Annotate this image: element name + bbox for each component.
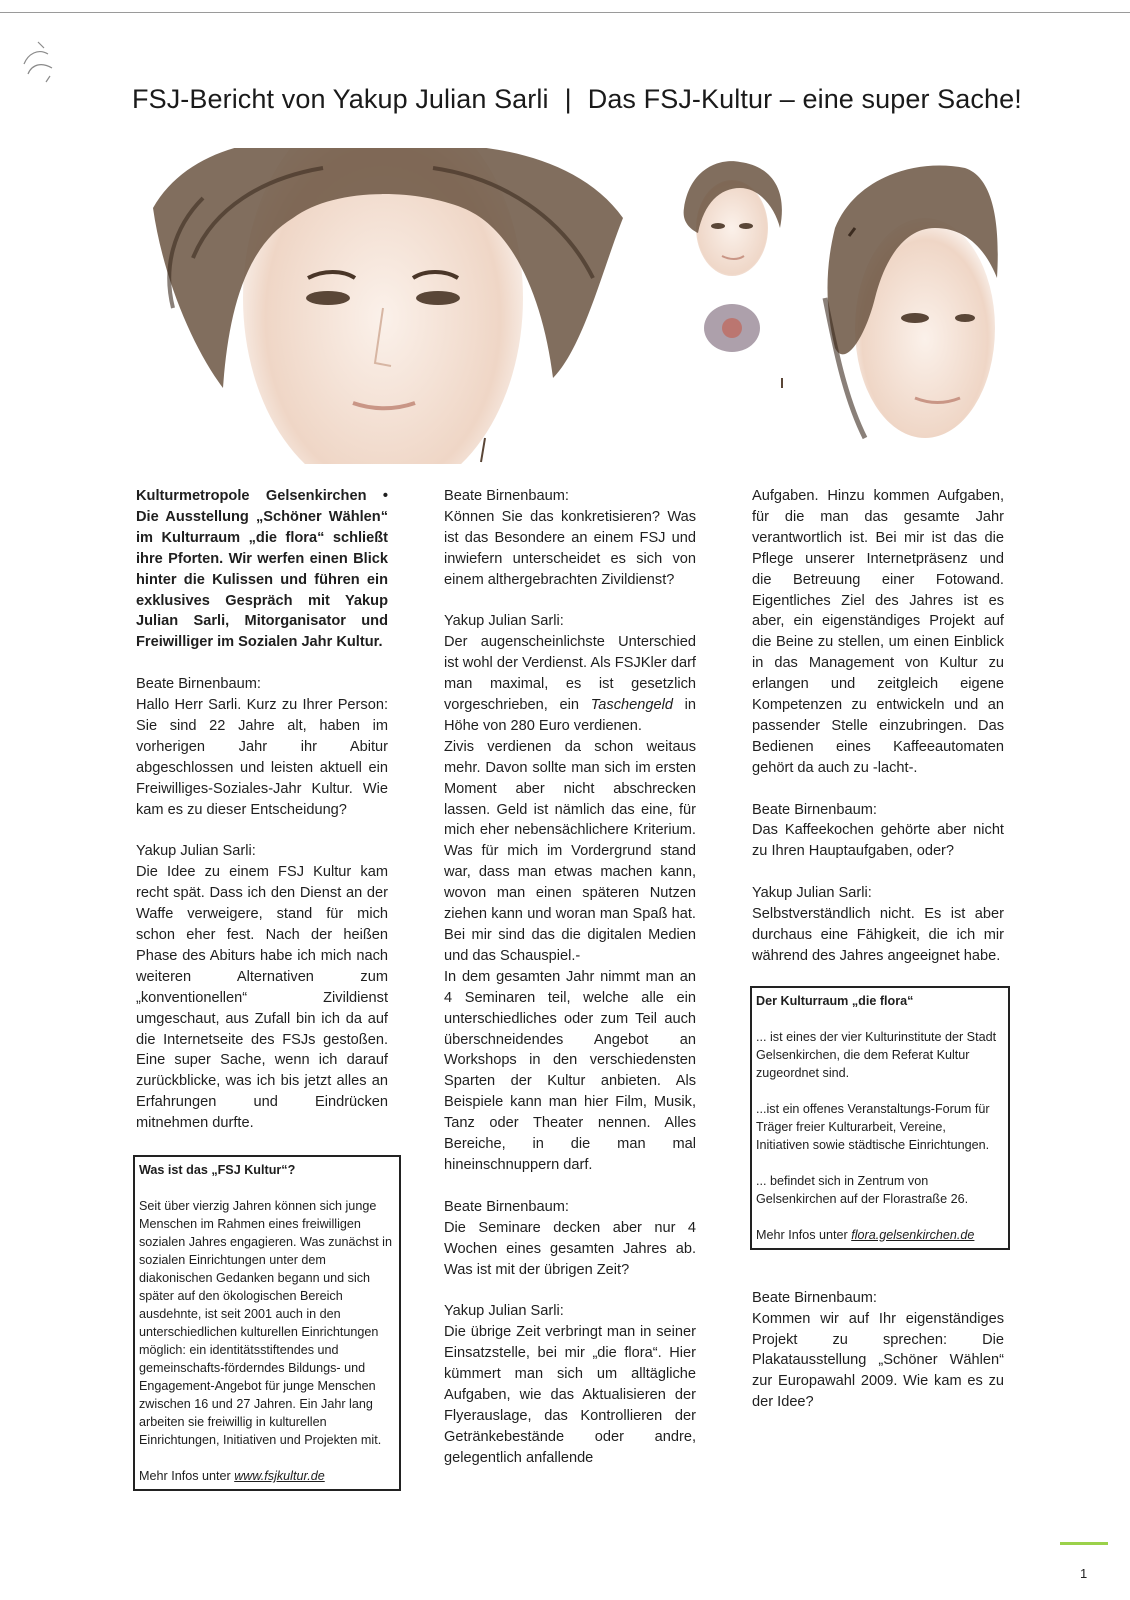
speaker-label: Yakup Julian Sarli: [444, 613, 564, 630]
answer-italic: Taschengeld [590, 697, 673, 714]
answer-text: Die Idee zu einem FSJ Kultur kam recht spät. Dass ich den Dienst an der Waffe verweigere, stand für mich schon eher fest. Nach der heißen Phase des Abiturs habe ich mich nach weiteren Alternativen zum „konventionellen“ Zivildienst umgeschaut, aus Zufall bin ich da auf die Internetseite des FSJs gestoßen. Eine super Sache, wenn ich darauf zurückblicke, was ich bis jetzt alles an Erfahrungen und Eindrücken mitnehmen durfte. [136, 864, 388, 1132]
column-2 [444, 486, 696, 1489]
page-number: 1 [1080, 1566, 1088, 1581]
question-text: Die Seminare decken aber nur 4 Wochen eines gesamten Jahres ab. Was ist mit der übrigen Zeit? [444, 1219, 696, 1278]
answer-text: Die übrige Zeit verbringt man in seiner Einsatzstelle, bei mir „die flora“. Hier kümmert man sich um alltägliche Aufgaben, wie das Aktualisieren der Flyerauslage, das Kontrollieren der Getränkebestände oder andre, gelegentlich anfallende [444, 1324, 696, 1466]
interview-answer-3 [444, 1301, 696, 1468]
interview-question-3 [444, 1197, 696, 1281]
speaker-label: Beate Birnenbaum: [444, 488, 569, 504]
interview-answer-2 [444, 611, 696, 736]
column-3 [752, 486, 1004, 1434]
info-box-more [756, 1226, 1002, 1244]
speaker-label: Yakup Julian Sarli: [136, 843, 256, 860]
question-text: Das Kaffeekochen gehörte aber nicht zu Ihren Hauptaufgaben, oder? [752, 822, 1004, 860]
info-box-die-flora [750, 986, 1010, 1250]
answer-text: Selbstverständlich nicht. Es ist aber durchaus eine Fähigkeit, die ich mir während des Jahres angeeignet habe. [752, 906, 1004, 964]
info-box-item: ... ist eines der vier Kulturinstitute der Stadt Gelsenkirchen, die dem Referat Kultur zugeordnet sind. [756, 1029, 997, 1080]
speaker-label: Beate Birnenbaum: [136, 676, 261, 693]
info-box-item: ...ist ein offenes Veranstaltungs-Forum für Träger freier Kulturarbeit, Vereine, Initiativen sowie städtische Einrichtungen. [756, 1101, 990, 1152]
portrait-photo-profile [815, 148, 1000, 464]
question-text: Können Sie das konkretisieren? Was ist das Besondere an einem FSJ und inwiefern unterscheidet es sich von einem althergebrachten Zivildienst? [444, 508, 696, 588]
title-right: Das FSJ-Kultur – eine super Sache! [587, 84, 1022, 114]
interview-question-5 [752, 1288, 1004, 1413]
speaker-label: Yakup Julian Sarli: [444, 1303, 564, 1320]
column-1 [136, 486, 392, 1491]
page-title [132, 84, 1032, 115]
speaker-label: Beate Birnenbaum: [444, 1198, 569, 1215]
interview-answer-1 [136, 841, 388, 1134]
title-left: FSJ-Bericht von Yakup Julian Sarli [132, 84, 549, 114]
portrait-photo-large [133, 148, 633, 464]
info-box-fsj-kultur [133, 1155, 401, 1491]
flora-link[interactable]: flora.gelsenkirchen.de [851, 1227, 975, 1242]
scribble-mark-icon [18, 34, 62, 94]
speaker-label: Yakup Julian Sarli: [752, 885, 872, 902]
answer-continuation: Aufgaben. Hinzu kommen Aufgaben, für die man das gesamte Jahr verantwortlich ist. Bei mir ist das die Pflege unserer Internetpräsenz und die Betreuung einer Fotowand. Eigentliches Ziel des Jahres ist es aber, ein eigenständiges Projekt auf die Beine zu stellen, um einen Einblick in das Management von Kultur zu erlangen und zeitgleich eigene Kompetenzen zu entwickeln und an passender Stelle einzubringen. Das Bedienen eines Kaffeeautomaten gehört da auch zu -lacht-. [752, 488, 1004, 776]
question-text: Kommen wir auf Ihr eigenständiges Projekt zu sprechen: Die Plakatausstellung „Schöner Wählen“ zur Europawahl 2009. Wie kam es zu der Idee? [752, 1310, 1004, 1411]
info-box-more [139, 1467, 393, 1485]
article-lead: Kulturmetropole Gelsenkirchen • Die Ausstellung „Schöner Wählen“ im Kulturraum „die flora“ schließt ihre Pforten. Wir werfen einen Blick hinter die Kulissen und führen ein exklusives Gespräch mit Yakup Julian Sarli, Mitorganisator und Freiwilliger im Sozialen Jahr Kultur. [136, 488, 388, 651]
interview-answer-4 [752, 883, 1004, 967]
title-separator: | [564, 84, 572, 114]
info-box-heading: Was ist das „FSJ Kultur“? [139, 1162, 296, 1177]
question-text: Hallo Herr Sarli. Kurz zu Ihrer Person: Sie sind 22 Jahre alt, haben im vorherigen Jahr ihr Abitur abgeschlossen und leisten aktuell ein Freiwilliges-Soziales-Jahr Kultur. Wie kam es zu dieser Entscheidung? [136, 697, 388, 818]
top-rule [0, 12, 1130, 13]
info-box-text: Seit über vierzig Jahren können sich junge Menschen im Rahmen eines freiwilligen sozialen Jahres engagieren. Was zunächst in sozialen Einrichtungen unter dem diakonischen Gedanken begann und sich später auf den ökologischen Bereich ausdehnte, ist seit 2001 auch in den unterschiedlichen kulturellen Einrichtungen möglich: ein identitätsstiftendes und gemeinschafts-förderndes Bildungs- und Engagement-Angebot für junge Menschen zwischen 16 und 27 Jahren. Ein Jahr lang arbeiten sie freiwillig in kulturellen Einrichtungen, Initiativen und Projekten mit. [139, 1198, 392, 1447]
answer-text: in Höhe von 280 Euro verdienen. [444, 697, 697, 734]
interview-question-2 [444, 486, 696, 591]
more-info-label: Mehr Infos unter [139, 1468, 231, 1483]
green-marker [1060, 1542, 1108, 1545]
speaker-label: Beate Birnenbaum: [752, 801, 877, 818]
fsjkultur-link[interactable]: www.fsjkultur.de [234, 1468, 325, 1483]
info-box-heading: Der Kulturraum „die flora“ [756, 993, 914, 1008]
answer-paragraph: In dem gesamten Jahr nimmt man an 4 Seminaren teil, welche alle ein unterschiedliches oder zum Teil auch überschneidendes Angebot an Workshops in den verschiedensten Sparten der Kultur anbieten. Als Beispiele kann man hier Film, Musik, Tanz oder Theater nennen. Alles Bereiche, in die man mal hineinschnuppern darf. [444, 968, 696, 1173]
more-info-label: Mehr Infos unter [756, 1227, 848, 1242]
info-box-item: ... befindet sich in Zentrum von Gelsenkirchen auf der Florastraße 26. [756, 1173, 969, 1206]
portrait-photo-small [660, 148, 800, 464]
speaker-label: Beate Birnenbaum: [752, 1289, 877, 1306]
answer-text: Der augenscheinlichste Unterschied ist wohl der Verdienst. Als FSJKler darf man maximal, es ist gesetzlich vorgeschrieben, ein [444, 634, 696, 714]
answer-paragraph: Zivis verdienen da schon weitaus mehr. Davon sollte man sich im ersten Moment aber nicht abschrecken lassen. Geld ist nämlich das eine, für mich eher nebensächlichere Kriterium. Was für mich im Vordergrund stand war, dass man etwas machen kann, wovon man einen späteren Nutzen ziehen kann und woran man Spaß hat. Bei mir sind das die digitalen Medien und das Schauspiel.- [444, 738, 696, 964]
interview-question-1 [136, 674, 388, 820]
interview-question-4 [752, 800, 1004, 863]
